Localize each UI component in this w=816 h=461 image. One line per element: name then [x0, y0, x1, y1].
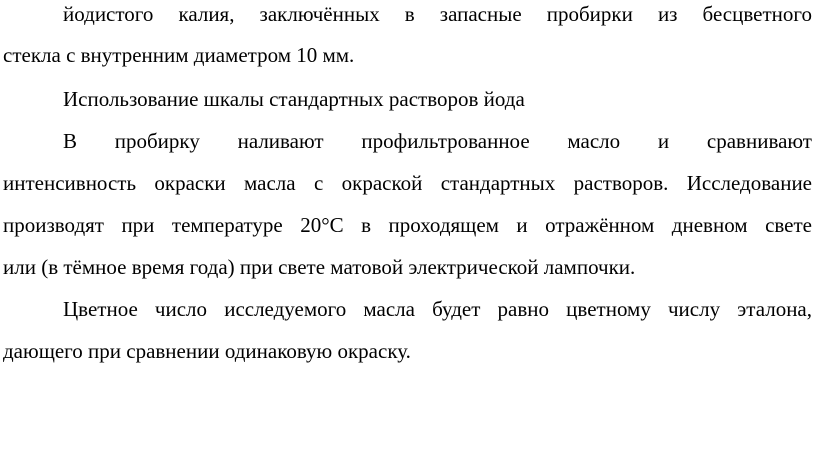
text-line-1: йодистого калия, заключённых в запасные пробирки из бесцветного [63, 2, 812, 26]
text-line-4: В пробирку наливают профильтрованное масло и сравнивают [63, 129, 812, 153]
text-line-2: стекла с внутренним диаметром 10 мм. [3, 43, 355, 67]
text-line-9: дающего при сравнении одинаковую окраску. [3, 339, 411, 363]
text-line-7: или (в тёмное время года) при свете матовой электрической лампочки. [3, 255, 636, 279]
section-heading: Использование шкалы стандартных растворов йода [63, 87, 525, 111]
text-line-8: Цветное число исследуемого масла будет равно цветному числу эталона, [63, 297, 812, 321]
text-line-6: производят при температуре 20°С в проходящем и отражённом дневном свете [3, 213, 812, 237]
text-line-5: интенсивность окраски масла с окраской стандартных растворов. Исследование [3, 171, 812, 195]
